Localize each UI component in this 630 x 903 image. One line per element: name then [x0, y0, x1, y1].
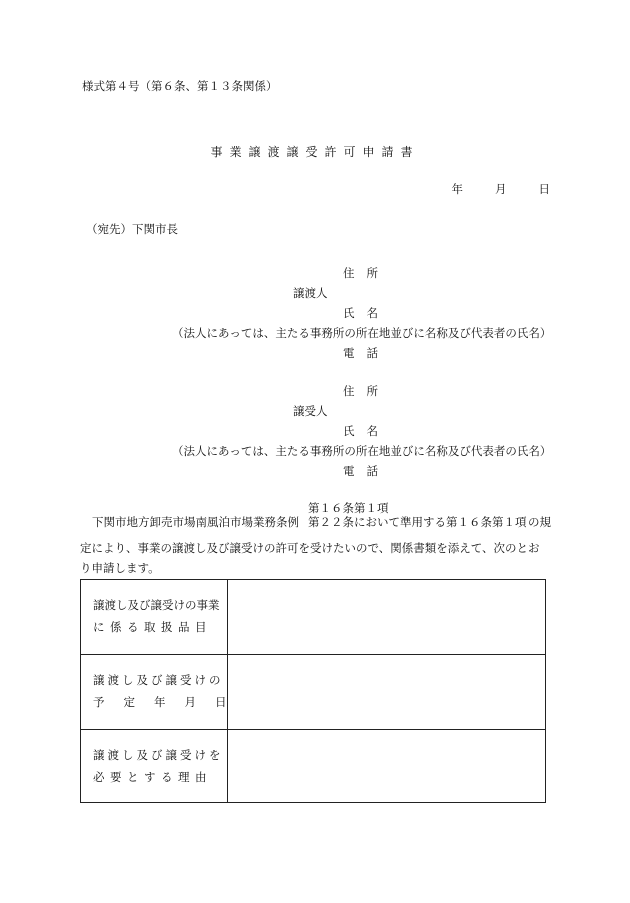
table-row — [81, 580, 545, 654]
body-suffix: の規 — [528, 515, 551, 529]
reason-value-cell[interactable] — [228, 730, 545, 802]
table-row — [81, 654, 545, 729]
row-label-line: 譲渡し及び譲受けの — [93, 673, 224, 687]
row-label-line: 予定年月日 — [93, 695, 246, 709]
transferor-name-label: 氏名 — [343, 306, 390, 320]
date-month-label: 月 — [495, 182, 507, 196]
row-label-reason — [81, 730, 228, 802]
addressee: （宛先）下関市長 — [86, 222, 178, 236]
date-value-cell[interactable] — [228, 655, 545, 729]
row-label-date — [81, 655, 246, 729]
form-number: 様式第４号（第６条、第１３条関係） — [82, 79, 278, 93]
transferor-corporate-note: （法人にあっては、主たる事務所の所在地並びに名称及び代表者の氏名） — [172, 326, 552, 340]
body-line-3: り申請します。 — [80, 561, 160, 575]
transferor-phone-label: 電話 — [343, 346, 390, 360]
article-option-b: 第２２条において準用する第１６条第１項 — [308, 515, 527, 529]
transferor-address-label: 住所 — [343, 266, 390, 280]
application-table — [80, 579, 546, 803]
table-row — [81, 729, 545, 802]
document-title: 事業譲渡譲受許可申請書 — [210, 145, 420, 159]
items-value-cell[interactable] — [228, 580, 545, 654]
transferee-address-label: 住所 — [343, 384, 390, 398]
transferee-phone-label: 電話 — [343, 464, 390, 478]
transferee-name-label: 氏名 — [343, 424, 390, 438]
transferee-corporate-note: （法人にあっては、主たる事務所の所在地並びに名称及び代表者の氏名） — [172, 444, 552, 458]
date-line — [452, 184, 551, 196]
date-day-label: 日 — [538, 182, 550, 196]
transferor-role-label: 譲渡人 — [293, 286, 328, 300]
row-label-items — [81, 580, 228, 654]
date-year-label: 年 — [451, 182, 463, 196]
row-label-line: 譲渡し及び譲受けを — [93, 748, 224, 762]
transferee-role-label: 譲受人 — [293, 404, 328, 418]
row-label-line: に係る取扱品目 — [93, 620, 212, 634]
body-line-2: 定により、事業の譲渡し及び譲受けの許可を受けたいので、関係書類を添えて、次のとお — [80, 541, 540, 555]
article-option-a: 第１６条第１項 — [308, 501, 389, 515]
row-label-line: 必要とする理由 — [93, 770, 212, 784]
row-label-line: 譲渡し及び譲受けの事業 — [93, 598, 220, 612]
ordinance-name: 下関市地方卸売市場南風泊市場業務条例 — [92, 515, 299, 529]
